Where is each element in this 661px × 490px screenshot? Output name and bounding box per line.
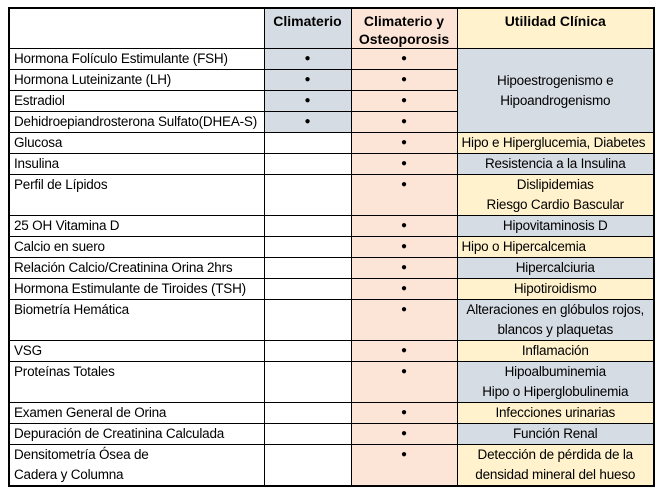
bullet-dot-icon: ● (304, 95, 311, 106)
bullet-dot-icon: ● (400, 407, 408, 418)
table-row (9, 279, 654, 300)
climaterio-marker-cell (264, 403, 351, 424)
bullet-dot-icon: ● (400, 241, 408, 252)
test-name-cell: Relación Calcio/Creatinina Orina 2hrs (9, 258, 264, 279)
table-row (9, 362, 654, 403)
test-name-cell: Examen General de Orina (9, 403, 264, 424)
climaterio-marker-cell (264, 362, 351, 403)
osteoporosis-marker-cell (351, 91, 457, 112)
table-row (9, 133, 654, 154)
utilidad-clinica-cell: Hipercalciuria (457, 258, 654, 279)
bullet-dot-icon: ● (304, 53, 311, 64)
bullet-dot-icon: ● (400, 283, 408, 294)
climaterio-marker-cell (264, 237, 351, 258)
climaterio-marker-cell (264, 258, 351, 279)
climaterio-marker-cell (264, 445, 351, 487)
bullet-dot-icon: ● (400, 158, 408, 169)
osteoporosis-marker-cell (351, 216, 457, 237)
table-row (9, 403, 654, 424)
osteoporosis-marker-cell (351, 258, 457, 279)
utilidad-clinica-cell: Detección de pérdida de la densidad mineral del hueso (457, 445, 654, 487)
test-name-cell: Hormona Luteinizante (LH) (9, 70, 264, 91)
osteoporosis-marker-cell (351, 237, 457, 258)
test-name-cell: Dehidroepiandrosterona Sulfato(DHEA-S) (9, 112, 264, 133)
table-row (9, 237, 654, 258)
bullet-dot-icon: ● (400, 220, 408, 231)
osteoporosis-marker-cell (351, 424, 457, 445)
test-name-cell: Calcio en suero (9, 237, 264, 258)
climaterio-marker-cell (264, 49, 351, 70)
bullet-dot-icon: ● (400, 449, 408, 460)
table-row (9, 300, 654, 341)
header-row (9, 8, 654, 49)
utilidad-clinica-cell: Alteraciones en glóbulos rojos, blancos y plaquetas (457, 300, 654, 341)
test-name-cell: Insulina (9, 154, 264, 175)
test-name-cell: Hormona Estimulante de Tiroides (TSH) (9, 279, 264, 300)
osteoporosis-marker-cell (351, 49, 457, 70)
osteoporosis-marker-cell (351, 403, 457, 424)
test-name-cell: VSG (9, 341, 264, 362)
table-row (9, 341, 654, 362)
utilidad-clinica-cell: Infecciones urinarias (457, 403, 654, 424)
bullet-dot-icon: ● (400, 53, 408, 64)
test-name-cell: Estradiol (9, 91, 264, 112)
lab-tests-table (8, 7, 655, 487)
bullet-dot-icon: ● (400, 345, 408, 356)
climaterio-marker-cell (264, 424, 351, 445)
test-name-cell: 25 OH Vitamina D (9, 216, 264, 237)
osteoporosis-marker-cell (351, 133, 457, 154)
bullet-dot-icon: ● (304, 74, 311, 85)
bullet-dot-icon: ● (400, 95, 408, 106)
test-name-cell: Proteínas Totales (9, 362, 264, 403)
osteoporosis-marker-cell (351, 279, 457, 300)
osteoporosis-marker-cell (351, 112, 457, 133)
test-name-cell: Biometría Hemática (9, 300, 264, 341)
column-header-test (9, 8, 264, 49)
climaterio-marker-cell (264, 175, 351, 216)
bullet-dot-icon: ● (400, 262, 408, 273)
utilidad-clinica-cell: Hipotiroidismo (457, 279, 654, 300)
bullet-dot-icon: ● (400, 74, 408, 85)
table-row (9, 216, 654, 237)
table-row (9, 258, 654, 279)
column-header-climaterio-osteoporosis: Climaterio y Osteoporosis (351, 8, 457, 49)
table-row (9, 445, 654, 487)
table-row (9, 49, 654, 70)
utilidad-clinica-cell: Hipoestrogenismo e Hipoandrogenismo (457, 49, 654, 133)
utilidad-clinica-cell: Hipoalbuminemia Hipo o Hiperglobulinemia (457, 362, 654, 403)
climaterio-marker-cell (264, 216, 351, 237)
bullet-dot-icon: ● (400, 116, 408, 127)
osteoporosis-marker-cell (351, 175, 457, 216)
osteoporosis-marker-cell (351, 70, 457, 91)
bullet-dot-icon: ● (400, 179, 408, 190)
osteoporosis-marker-cell (351, 362, 457, 403)
test-name-cell: Depuración de Creatinina Calculada (9, 424, 264, 445)
table-row (9, 424, 654, 445)
utilidad-clinica-cell: Resistencia a la Insulina (457, 154, 654, 175)
climaterio-marker-cell (264, 133, 351, 154)
utilidad-clinica-cell: Función Renal (457, 424, 654, 445)
test-name-cell: Hormona Folículo Estimulante (FSH) (9, 49, 264, 70)
utilidad-clinica-cell: Hipo o Hipercalcemia (457, 237, 654, 258)
climaterio-marker-cell (264, 70, 351, 91)
bullet-dot-icon: ● (400, 304, 408, 315)
utilidad-clinica-cell: Dislipidemias Riesgo Cardio Bascular (457, 175, 654, 216)
utilidad-clinica-cell: Hipo e Hiperglucemia, Diabetes (457, 133, 654, 154)
table-row (9, 154, 654, 175)
climaterio-marker-cell (264, 112, 351, 133)
bullet-dot-icon: ● (304, 116, 311, 127)
test-name-cell: Densitometría Ósea de Cadera y Columna (9, 445, 264, 487)
climaterio-marker-cell (264, 341, 351, 362)
climaterio-marker-cell (264, 300, 351, 341)
bullet-dot-icon: ● (400, 366, 408, 377)
climaterio-marker-cell (264, 91, 351, 112)
bullet-dot-icon: ● (400, 137, 408, 148)
climaterio-marker-cell (264, 279, 351, 300)
osteoporosis-marker-cell (351, 154, 457, 175)
climaterio-marker-cell (264, 154, 351, 175)
utilidad-clinica-cell: Inflamación (457, 341, 654, 362)
test-name-cell: Glucosa (9, 133, 264, 154)
column-header-utilidad-clinica: Utilidad Clínica (457, 8, 654, 49)
bullet-dot-icon: ● (400, 428, 408, 439)
osteoporosis-marker-cell (351, 341, 457, 362)
utilidad-clinica-cell: Hipovitaminosis D (457, 216, 654, 237)
table-row (9, 175, 654, 216)
column-header-climaterio: Climaterio (264, 8, 351, 49)
osteoporosis-marker-cell (351, 445, 457, 487)
test-name-cell: Perfil de Lípidos (9, 175, 264, 216)
osteoporosis-marker-cell (351, 300, 457, 341)
